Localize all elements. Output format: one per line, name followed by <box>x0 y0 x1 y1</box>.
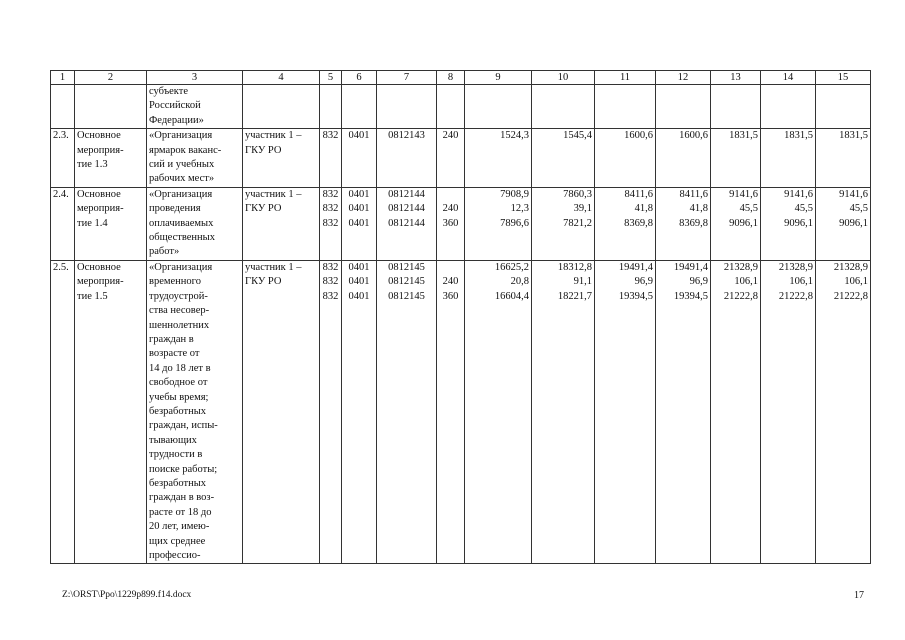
cell-year-9: 1524,3 <box>465 129 532 188</box>
table-row-continuation <box>51 85 871 129</box>
cell-type: Основное мероприя- тие 1.3 <box>75 129 147 188</box>
cell-vr: 240 <box>437 129 465 188</box>
cell-type: Основное мероприя- тие 1.5 <box>75 260 147 564</box>
cell-year-9: 7908,9 12,3 7896,6 <box>465 187 532 260</box>
cell-csr: 0812145 0812145 0812145 <box>377 260 437 564</box>
cell-year-13: 21328,9 106,1 21222,8 <box>711 260 761 564</box>
cell-rzpr: 0401 <box>342 129 377 188</box>
cell-year-14: 1831,5 <box>761 129 816 188</box>
cell-csr: 0812143 <box>377 129 437 188</box>
cell-year-14: 21328,9 106,1 21222,8 <box>761 260 816 564</box>
cell-rzpr: 0401 0401 0401 <box>342 260 377 564</box>
col-header-13: 13 <box>711 71 761 85</box>
cell-name: «Организация проведения оплачиваемых общественных работ» <box>147 187 243 260</box>
col-header-3: 3 <box>147 71 243 85</box>
cell-year-12: 8411,6 41,8 8369,8 <box>656 187 711 260</box>
cell-vr: 240 360 <box>437 187 465 260</box>
table-row <box>51 187 871 260</box>
cell-executor: участник 1 – ГКУ РО <box>243 260 320 564</box>
program-table <box>50 70 871 564</box>
col-header-14: 14 <box>761 71 816 85</box>
cell-year-13: 1831,5 <box>711 129 761 188</box>
col-header-7: 7 <box>377 71 437 85</box>
cell-grbs: 832 832 832 <box>320 260 342 564</box>
page-number: 17 <box>854 590 864 601</box>
cell-vr: 240 360 <box>437 260 465 564</box>
cell-year-14: 9141,6 45,5 9096,1 <box>761 187 816 260</box>
cell-year-10: 1545,4 <box>532 129 595 188</box>
col-header-8: 8 <box>437 71 465 85</box>
col-header-6: 6 <box>342 71 377 85</box>
table-row <box>51 129 871 188</box>
cell-name: «Организация временного трудоустрой- ства несовер- шеннолетних граждан в возрасте от 14 до 18 лет в свободное от учебы время; безработных граждан, испы- тывающих трудности в поиске работы; безработных граждан в воз- расте от 18 до 20 лет, имею- щих среднее профессио- <box>147 260 243 564</box>
cell-year-12: 1600,6 <box>656 129 711 188</box>
cell-num: 2.5. <box>51 260 75 564</box>
cell-year-15: 21328,9 106,1 21222,8 <box>816 260 871 564</box>
cell-year-10: 18312,8 91,1 18221,7 <box>532 260 595 564</box>
cell-name: «Организация ярмарок ваканс- сий и учебных рабочих мест» <box>147 129 243 188</box>
cell-year-15: 1831,5 <box>816 129 871 188</box>
cell-num: 2.3. <box>51 129 75 188</box>
cell-year-9: 16625,2 20,8 16604,4 <box>465 260 532 564</box>
cell-year-12: 19491,4 96,9 19394,5 <box>656 260 711 564</box>
col-header-12: 12 <box>656 71 711 85</box>
cell-executor: участник 1 – ГКУ РО <box>243 129 320 188</box>
cell-num: 2.4. <box>51 187 75 260</box>
cell-year-11: 1600,6 <box>595 129 656 188</box>
cell-executor: участник 1 – ГКУ РО <box>243 187 320 260</box>
cell-name: субъекте Российской Федерации» <box>147 85 243 129</box>
cell-year-11: 19491,4 96,9 19394,5 <box>595 260 656 564</box>
cell-grbs: 832 832 832 <box>320 187 342 260</box>
cell-rzpr: 0401 0401 0401 <box>342 187 377 260</box>
col-header-11: 11 <box>595 71 656 85</box>
cell-year-11: 8411,6 41,8 8369,8 <box>595 187 656 260</box>
col-header-15: 15 <box>816 71 871 85</box>
col-header-10: 10 <box>532 71 595 85</box>
col-header-1: 1 <box>51 71 75 85</box>
col-header-2: 2 <box>75 71 147 85</box>
col-header-9: 9 <box>465 71 532 85</box>
table-row <box>51 260 871 564</box>
column-number-row <box>51 71 871 85</box>
col-header-4: 4 <box>243 71 320 85</box>
cell-year-15: 9141,6 45,5 9096,1 <box>816 187 871 260</box>
cell-year-13: 9141,6 45,5 9096,1 <box>711 187 761 260</box>
cell-year-10: 7860,3 39,1 7821,2 <box>532 187 595 260</box>
cell-grbs: 832 <box>320 129 342 188</box>
col-header-5: 5 <box>320 71 342 85</box>
cell-type: Основное мероприя- тие 1.4 <box>75 187 147 260</box>
footer-file-path: Z:\ORST\Ppo\1229p899.f14.docx <box>62 590 192 600</box>
cell-csr: 0812144 0812144 0812144 <box>377 187 437 260</box>
